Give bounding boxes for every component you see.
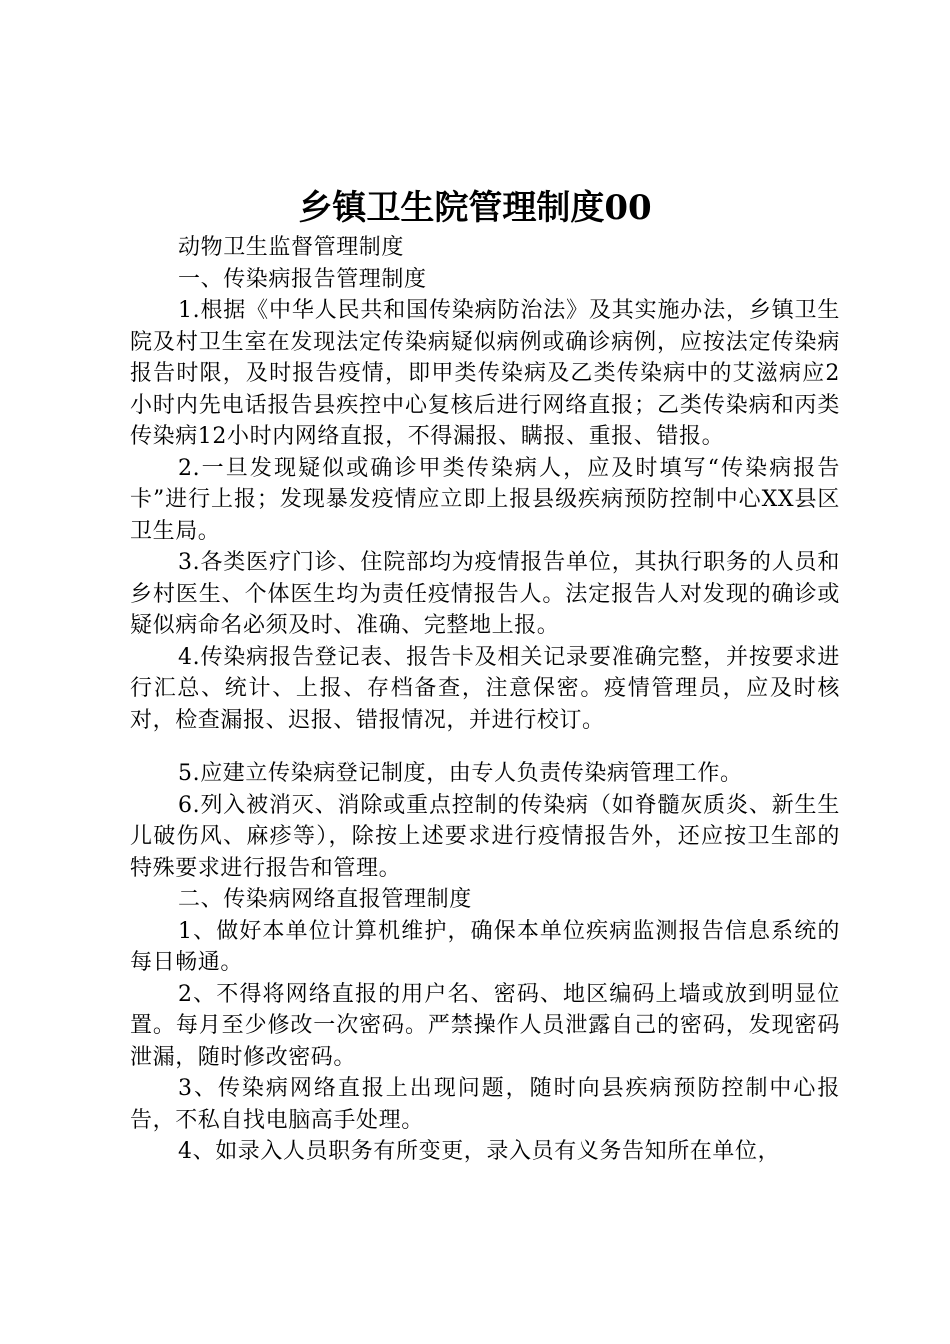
paragraph-1-4: 4.传染病报告登记表、报告卡及相关记录要准确完整，并按要求进行汇总、统计、上报、存档备查，注意保密。疫情管理员，应及时核对，检查漏报、迟报、错报情况，并进行校订。: [130, 644, 840, 733]
section-heading-1: 一、传染病报告管理制度: [178, 266, 427, 292]
document-title: 乡镇卫生院管理制度00: [298, 188, 652, 228]
paragraph-1-3: 3.各类医疗门诊、住院部均为疫情报告单位，其执行职务的人员和乡村医生、个体医生均为责任疫情报告人。法定报告人对发现的确诊或疑似病命名必须及时、准确、完整地上报。: [130, 550, 840, 638]
paragraph-2-4: 4、如录入人员职务有所变更，录入员有义务告知所在单位，: [178, 1139, 781, 1164]
paragraph-1-1: 1.根据《中华人民共和国传染病防治法》及其实施办法，乡镇卫生院及村卫生室在发现法定传染病疑似病例或确诊病例，应按法定传染病报告时限，及时报告疫情，即甲类传染病及乙类传染病中的艾滋病应2小时内先电话报告县疾控中心复核后进行网络直报；乙类传染病和丙类传染病12小时内网络直报，不得漏报、瞒报、重报、错报。: [130, 298, 840, 449]
paragraph-1-2: 2.一旦发现疑似或确诊甲类传染病人，应及时填写“传染病报告卡”进行上报；发现暴发疫情应立即上报县级疾病预防控制中心XX县区卫生局。: [130, 455, 840, 544]
paragraph-2-3: 3、传染病网络直报上出现问题，随时向县疾病预防控制中心报告，不私自找电脑高手处理。: [130, 1076, 840, 1133]
paragraph-subtitle: 动物卫生监督管理制度: [178, 235, 405, 260]
paragraph-1-5: 5.应建立传染病登记制度，由专人负责传染病管理工作。: [178, 761, 743, 786]
document-body: [130, 232, 840, 1168]
section-heading-2: 二、传染病网络直报管理制度: [178, 887, 472, 912]
paragraph-2-1: 1、做好本单位计算机维护，确保本单位疾病监测报告信息系统的每日畅通。: [130, 918, 840, 975]
paragraph-1-6: 6.列入被消灭、消除或重点控制的传染病（如脊髓灰质炎、新生生儿破伤风、麻疹等），除按上述要求进行疫情报告外，还应按卫生部的特殊要求进行报告和管理。: [130, 792, 840, 881]
paragraph-2-2: 2、不得将网络直报的用户名、密码、地区编码上墙或放到明显位置。每月至少修改一次密码。严禁操作人员泄露自己的密码，发现密码泄漏，随时修改密码。: [130, 981, 840, 1070]
